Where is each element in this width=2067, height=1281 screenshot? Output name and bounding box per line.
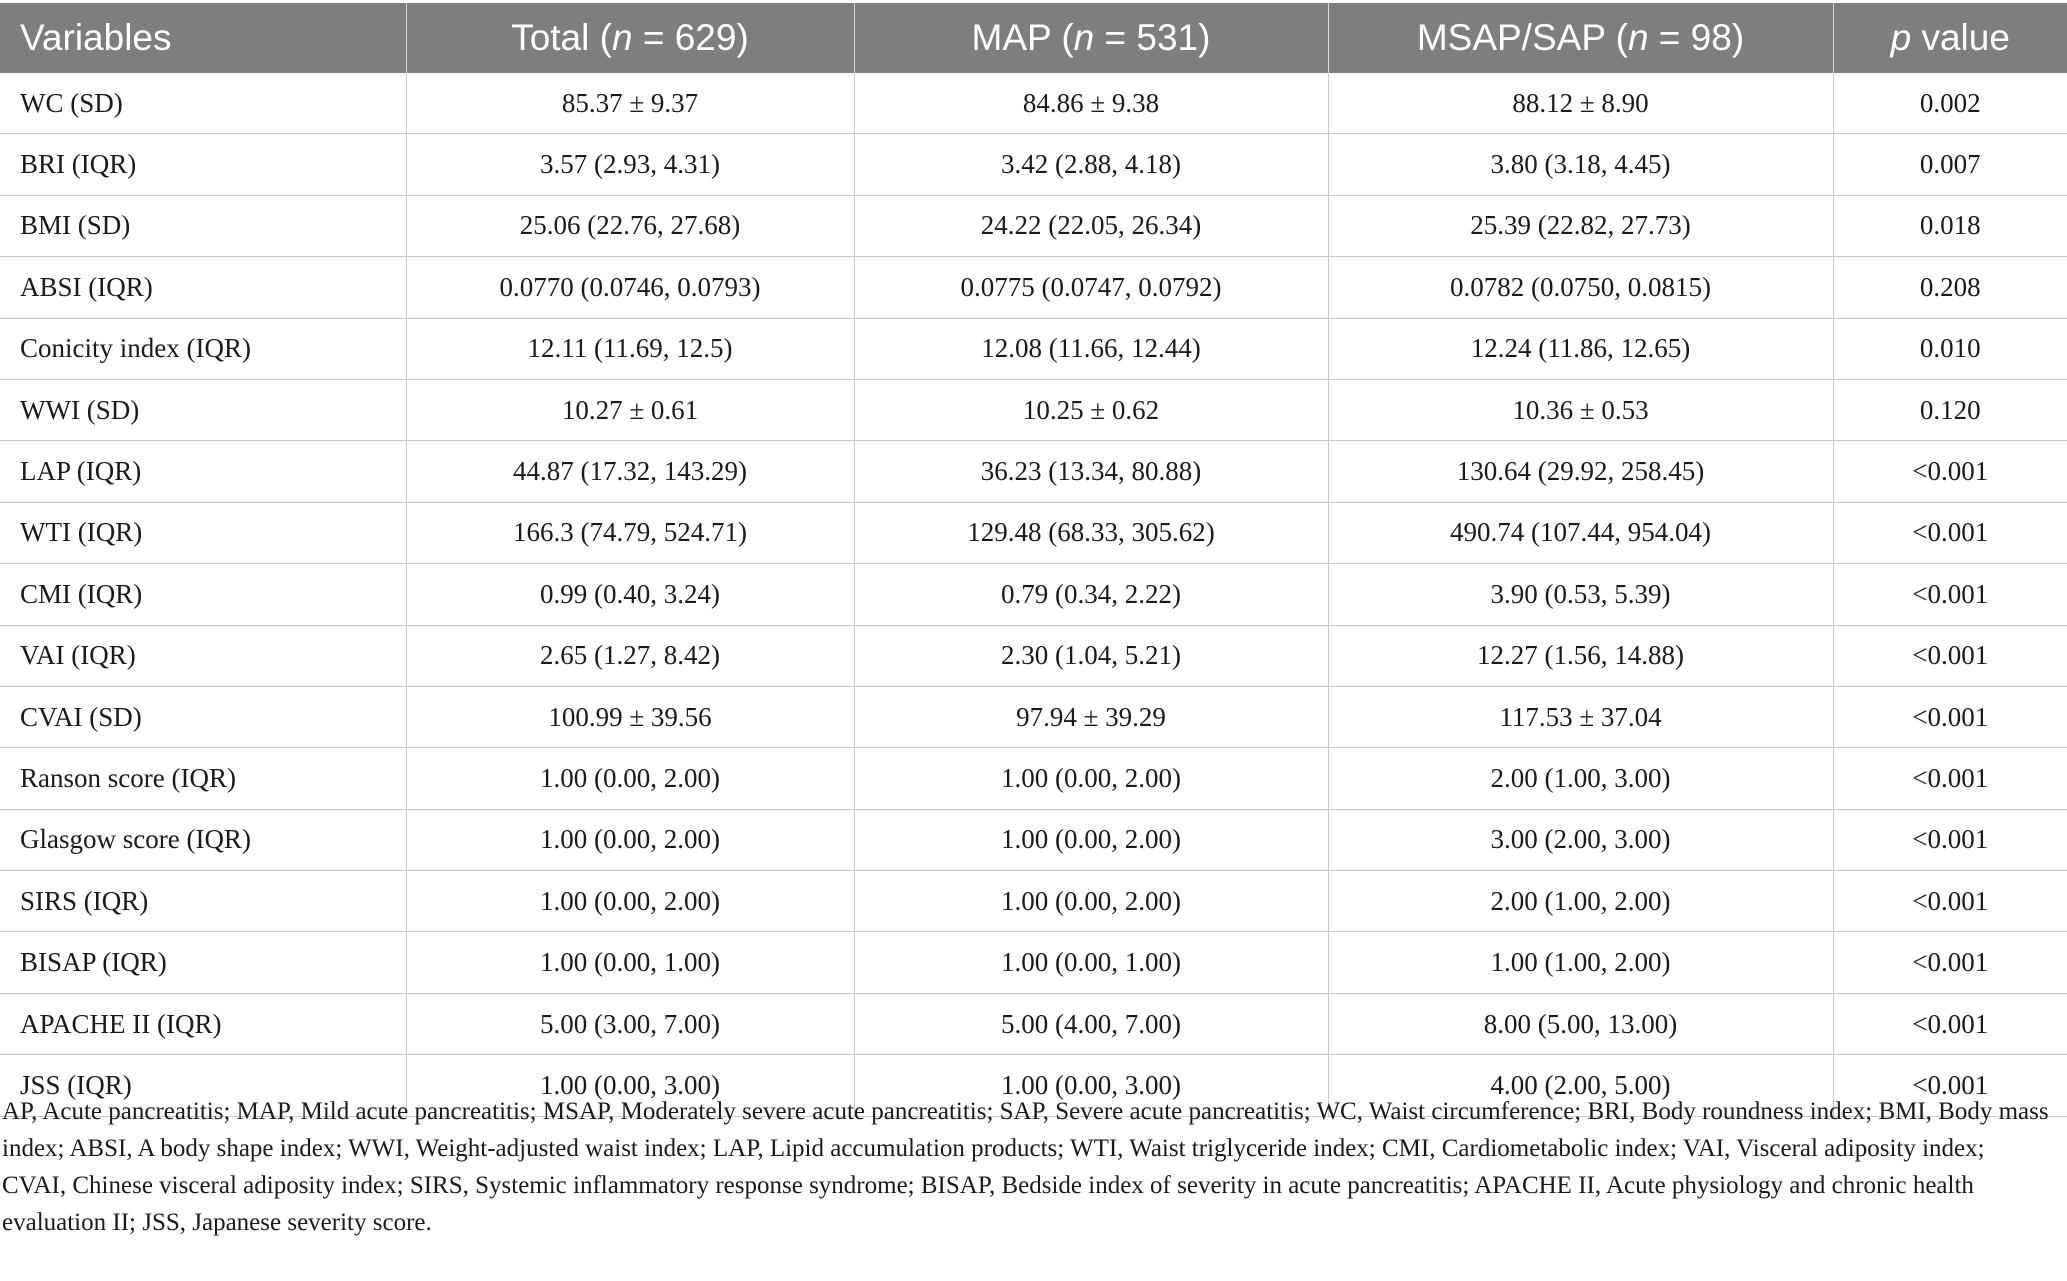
header-msap-value: = 98) <box>1648 17 1745 58</box>
cell-map: 12.08 (11.66, 12.44) <box>854 318 1328 379</box>
cell-p-value: <0.001 <box>1833 564 2067 625</box>
cell-variable: WC (SD) <box>0 73 406 134</box>
cell-map: 10.25 ± 0.62 <box>854 379 1328 440</box>
cell-p-value: <0.001 <box>1833 932 2067 993</box>
cell-map: 1.00 (0.00, 1.00) <box>854 932 1328 993</box>
cell-total: 166.3 (74.79, 524.71) <box>406 502 854 563</box>
cell-map: 97.94 ± 39.29 <box>854 686 1328 747</box>
cell-variable: WTI (IQR) <box>0 502 406 563</box>
cell-variable: Glasgow score (IQR) <box>0 809 406 870</box>
table-row <box>0 748 2067 809</box>
cell-map: 0.79 (0.34, 2.22) <box>854 564 1328 625</box>
cell-p-value: 0.010 <box>1833 318 2067 379</box>
cell-msap: 130.64 (29.92, 258.45) <box>1328 441 1833 502</box>
cell-map: 84.86 ± 9.38 <box>854 73 1328 134</box>
table-row <box>0 993 2067 1054</box>
table-footnote: AP, Acute pancreatitis; MAP, Mild acute pancreatitis; MSAP, Moderately severe acute pancreatitis; SAP, Severe acute pancreatitis; WC, Waist circumference; BRI, Body roundness index; BMI, Body mass index; ABSI, A body shape index; WWI, Weight-adjusted waist index; LAP, Lipid accumulation products; WTI, Waist triglyceride index; CMI, Cardiometabolic index; VAI, Visceral adiposity index; CVAI, Chinese visceral adiposity index; SIRS, Systemic inflammatory response syndrome; BISAP, Bedside index of severity in acute pancreatitis; APACHE II, Acute physiology and chronic health evaluation II; JSS, Japanese severity score. <box>2 1098 2049 1236</box>
cell-msap: 8.00 (5.00, 13.00) <box>1328 993 1833 1054</box>
cell-variable: ABSI (IQR) <box>0 257 406 318</box>
table-row <box>0 932 2067 993</box>
cell-p-value: <0.001 <box>1833 625 2067 686</box>
cell-msap: 1.00 (1.00, 2.00) <box>1328 932 1833 993</box>
header-variables-label: Variables <box>20 17 172 58</box>
table-row <box>0 134 2067 195</box>
cell-msap: 3.80 (3.18, 4.45) <box>1328 134 1833 195</box>
header-variables <box>0 3 406 73</box>
cell-msap: 88.12 ± 8.90 <box>1328 73 1833 134</box>
cell-msap: 10.36 ± 0.53 <box>1328 379 1833 440</box>
table-header <box>0 3 2067 73</box>
cell-map: 1.00 (0.00, 2.00) <box>854 748 1328 809</box>
cell-variable: BISAP (IQR) <box>0 932 406 993</box>
header-total-label: Total ( <box>511 17 612 58</box>
cell-map: 0.0775 (0.0747, 0.0792) <box>854 257 1328 318</box>
table-row <box>0 73 2067 134</box>
header-total-value: = 629) <box>632 17 749 58</box>
table-row <box>0 257 2067 318</box>
cell-variable: Conicity index (IQR) <box>0 318 406 379</box>
cell-variable: Ranson score (IQR) <box>0 748 406 809</box>
cell-p-value: 0.002 <box>1833 73 2067 134</box>
table-row <box>0 625 2067 686</box>
cell-total: 44.87 (17.32, 143.29) <box>406 441 854 502</box>
cell-variable: LAP (IQR) <box>0 441 406 502</box>
cell-msap: 0.0782 (0.0750, 0.0815) <box>1328 257 1833 318</box>
cell-p-value: <0.001 <box>1833 686 2067 747</box>
cell-total: 5.00 (3.00, 7.00) <box>406 993 854 1054</box>
cell-total: 12.11 (11.69, 12.5) <box>406 318 854 379</box>
table-row <box>0 809 2067 870</box>
cell-p-value: 0.120 <box>1833 379 2067 440</box>
cell-p-value: 0.208 <box>1833 257 2067 318</box>
cell-total: 3.57 (2.93, 4.31) <box>406 134 854 195</box>
cell-msap: 2.00 (1.00, 3.00) <box>1328 748 1833 809</box>
cell-variable: CMI (IQR) <box>0 564 406 625</box>
cell-variable: VAI (IQR) <box>0 625 406 686</box>
cell-p-value: 0.007 <box>1833 134 2067 195</box>
cell-total: 2.65 (1.27, 8.42) <box>406 625 854 686</box>
header-msap-label: MSAP/SAP ( <box>1416 17 1628 58</box>
table-row <box>0 686 2067 747</box>
data-table <box>0 3 2067 1117</box>
cell-variable: CVAI (SD) <box>0 686 406 747</box>
cell-p-value: <0.001 <box>1833 993 2067 1054</box>
cell-variable: BRI (IQR) <box>0 134 406 195</box>
header-map-value: = 531) <box>1094 17 1211 58</box>
cell-total: 1.00 (0.00, 3.00) <box>406 1055 854 1116</box>
cell-msap: 25.39 (22.82, 27.73) <box>1328 195 1833 256</box>
cell-p-value: <0.001 <box>1833 871 2067 932</box>
table-row <box>0 318 2067 379</box>
cell-msap: 4.00 (2.00, 5.00) <box>1328 1055 1833 1116</box>
table-row <box>0 195 2067 256</box>
header-map-label: MAP ( <box>971 17 1074 58</box>
cell-variable: SIRS (IQR) <box>0 871 406 932</box>
header-row <box>0 3 2067 73</box>
cell-total: 1.00 (0.00, 2.00) <box>406 809 854 870</box>
cell-msap: 3.90 (0.53, 5.39) <box>1328 564 1833 625</box>
table-row <box>0 564 2067 625</box>
cell-p-value: <0.001 <box>1833 809 2067 870</box>
cell-p-value: <0.001 <box>1833 1055 2067 1116</box>
cell-msap: 12.24 (11.86, 12.65) <box>1328 318 1833 379</box>
cell-map: 36.23 (13.34, 80.88) <box>854 441 1328 502</box>
cell-map: 5.00 (4.00, 7.00) <box>854 993 1328 1054</box>
cell-msap: 12.27 (1.56, 14.88) <box>1328 625 1833 686</box>
cell-p-value: <0.001 <box>1833 502 2067 563</box>
data-table-container <box>0 3 2067 1117</box>
cell-map: 3.42 (2.88, 4.18) <box>854 134 1328 195</box>
cell-map: 1.00 (0.00, 2.00) <box>854 871 1328 932</box>
table-row <box>0 379 2067 440</box>
cell-variable: APACHE II (IQR) <box>0 993 406 1054</box>
cell-total: 10.27 ± 0.61 <box>406 379 854 440</box>
header-msap <box>1328 3 1833 73</box>
cell-total: 0.99 (0.40, 3.24) <box>406 564 854 625</box>
cell-variable: BMI (SD) <box>0 195 406 256</box>
table-row <box>0 502 2067 563</box>
cell-p-value: <0.001 <box>1833 441 2067 502</box>
header-map-n: n <box>1073 17 1095 58</box>
header-p-label: value <box>1911 17 2010 58</box>
cell-msap: 3.00 (2.00, 3.00) <box>1328 809 1833 870</box>
header-p-italic: p <box>1890 17 1912 58</box>
cell-p-value: 0.018 <box>1833 195 2067 256</box>
cell-msap: 2.00 (1.00, 2.00) <box>1328 871 1833 932</box>
cell-total: 1.00 (0.00, 2.00) <box>406 871 854 932</box>
cell-msap: 117.53 ± 37.04 <box>1328 686 1833 747</box>
cell-map: 129.48 (68.33, 305.62) <box>854 502 1328 563</box>
cell-variable: WWI (SD) <box>0 379 406 440</box>
cell-total: 25.06 (22.76, 27.68) <box>406 195 854 256</box>
cell-map: 1.00 (0.00, 3.00) <box>854 1055 1328 1116</box>
cell-variable: JSS (IQR) <box>0 1055 406 1116</box>
header-msap-n: n <box>1627 17 1649 58</box>
cell-p-value: <0.001 <box>1833 748 2067 809</box>
header-total-n: n <box>611 17 633 58</box>
header-total <box>406 3 854 73</box>
cell-map: 2.30 (1.04, 5.21) <box>854 625 1328 686</box>
cell-total: 0.0770 (0.0746, 0.0793) <box>406 257 854 318</box>
cell-total: 1.00 (0.00, 1.00) <box>406 932 854 993</box>
cell-msap: 490.74 (107.44, 954.04) <box>1328 502 1833 563</box>
table-row <box>0 871 2067 932</box>
cell-map: 24.22 (22.05, 26.34) <box>854 195 1328 256</box>
cell-total: 100.99 ± 39.56 <box>406 686 854 747</box>
cell-total: 85.37 ± 9.37 <box>406 73 854 134</box>
header-p-value <box>1833 3 2067 73</box>
header-map <box>854 3 1328 73</box>
table-body <box>0 73 2067 1116</box>
cell-total: 1.00 (0.00, 2.00) <box>406 748 854 809</box>
table-row <box>0 441 2067 502</box>
cell-map: 1.00 (0.00, 2.00) <box>854 809 1328 870</box>
